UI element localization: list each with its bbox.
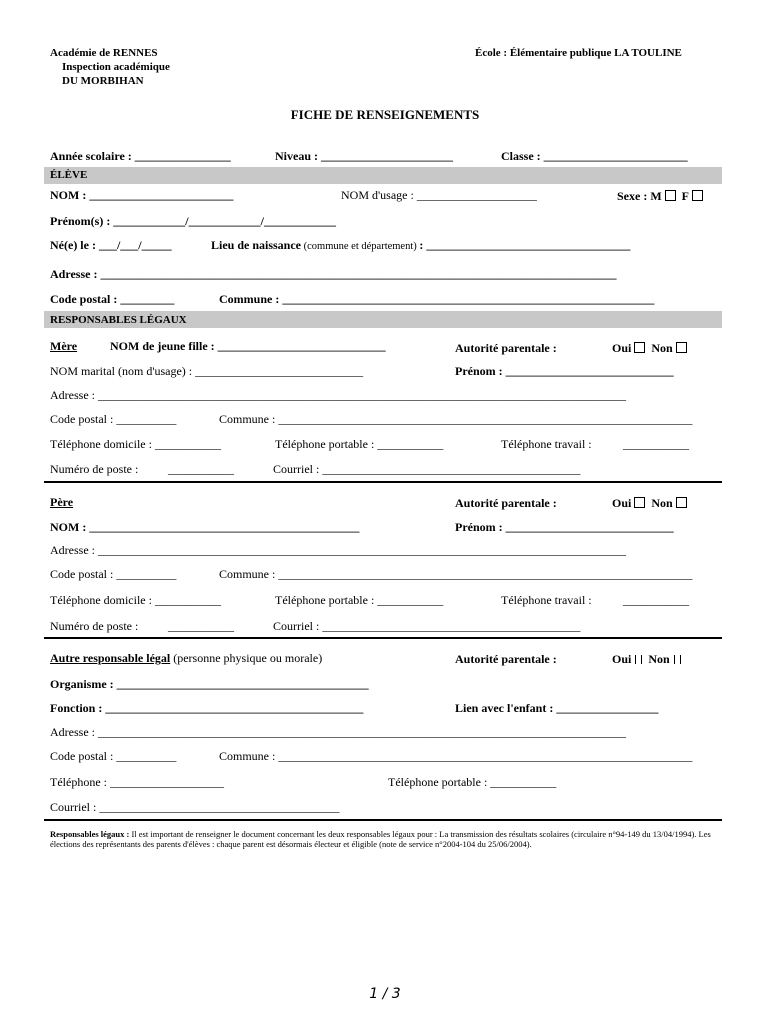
autre-non-label: Non: [648, 652, 670, 666]
pere-nom-field[interactable]: NOM : _____________________________________________: [50, 520, 360, 534]
divider: [44, 819, 722, 821]
divider: [44, 481, 722, 483]
pere-autorite-options: [612, 496, 687, 511]
pere-poste-field[interactable]: ___________: [168, 619, 234, 633]
lieu-naissance-field[interactable]: [211, 238, 630, 253]
mere-non-checkbox[interactable]: [676, 342, 687, 353]
pere-autorite-label: Autorité parentale :: [455, 496, 557, 510]
fonction-field[interactable]: Fonction : ___________________________________________: [50, 701, 364, 715]
mere-autorite-label: Autorité parentale :: [455, 341, 557, 355]
pere-adresse-field[interactable]: Adresse : ________________________________________________________________________________________: [50, 543, 626, 557]
mere-nom-jeune-fille-field[interactable]: NOM de jeune fille : ____________________________: [110, 339, 386, 353]
mere-tel-travail-label: Téléphone travail :: [501, 437, 592, 451]
mere-poste-label: Numéro de poste :: [50, 462, 139, 476]
eleve-nom-field[interactable]: NOM : ________________________: [50, 188, 234, 202]
mere-poste-field[interactable]: ___________: [168, 462, 234, 476]
autre-telephone-field[interactable]: Téléphone : ___________________: [50, 775, 224, 789]
autre-responsable-label: Autre responsable légal: [50, 651, 171, 665]
mere-adresse-field[interactable]: Adresse : ________________________________________________________________________________________: [50, 388, 626, 402]
inspection-label: Inspection académique: [62, 61, 170, 73]
pere-courriel-field[interactable]: Courriel : ___________________________________________: [273, 619, 581, 633]
classe-field[interactable]: Classe : ________________________: [501, 149, 688, 163]
page-number: 1 / 3: [369, 986, 401, 1002]
pere-tel-domicile-field[interactable]: Téléphone domicile : ___________: [50, 593, 221, 607]
pere-poste-label: Numéro de poste :: [50, 619, 139, 633]
pere-tel-travail-label: Téléphone travail :: [501, 593, 592, 607]
sexe-label: Sexe : M: [617, 189, 662, 203]
mere-oui-checkbox[interactable]: [634, 342, 645, 353]
autre-oui-checkbox[interactable]: [635, 655, 636, 664]
pere-label: Père: [50, 495, 74, 509]
autre-commune-field[interactable]: Commune : _____________________________________________________________________: [219, 749, 693, 763]
pere-non-label: Non: [651, 496, 673, 510]
mere-nom-marital-field[interactable]: NOM marital (nom d'usage) : ____________________________: [50, 364, 364, 378]
eleve-commune-field[interactable]: Commune : ______________________________________________________________: [219, 292, 655, 306]
mere-non-label: Non: [651, 341, 673, 355]
sexe-field: [617, 189, 703, 204]
pere-tel-portable-field[interactable]: Téléphone portable : ___________: [275, 593, 444, 607]
responsables-section-title: RESPONSABLES LÉGAUX: [50, 314, 187, 326]
autre-autorite-label: Autorité parentale :: [455, 652, 557, 666]
autre-responsable-heading: [50, 651, 322, 666]
autre-autorite-options: [612, 652, 681, 667]
autre-responsable-hint: (personne physique ou morale): [170, 651, 323, 665]
note-text: Il est important de renseigner le document concernant les deux responsables légaux pour : La transmission des résultats scolaires (circulaire n°94-149 du 13/04/1994). Les élections des représentants des parents d'élèves : chaque parent est désormais électeur et éligible (note de service n°2004-104 du 25/06/2004).: [50, 829, 711, 849]
pere-oui-checkbox[interactable]: [634, 497, 645, 508]
lieu-naissance-hint: (commune et département): [301, 241, 420, 252]
mere-code-postal-field[interactable]: Code postal : __________: [50, 412, 177, 426]
autre-tel-portable-field[interactable]: Téléphone portable : ___________: [388, 775, 557, 789]
autre-code-postal-field[interactable]: Code postal : __________: [50, 749, 177, 763]
lien-enfant-field[interactable]: Lien avec l'enfant : _________________: [455, 701, 659, 715]
prenoms-field[interactable]: Prénom(s) : ____________/____________/____________: [50, 214, 336, 228]
sexe-m-checkbox[interactable]: [665, 190, 676, 201]
eleve-nom-usage-field[interactable]: NOM d'usage : ____________________: [341, 188, 537, 202]
date-naissance-field[interactable]: Né(e) le : ___/___/_____: [50, 238, 172, 252]
annee-scolaire-field[interactable]: Année scolaire : ________________: [50, 149, 231, 163]
note-bold: Responsables légaux :: [50, 829, 130, 839]
pere-tel-travail-field[interactable]: ___________: [623, 593, 689, 607]
departement-label: DU MORBIHAN: [62, 75, 144, 87]
mere-tel-portable-field[interactable]: Téléphone portable : ___________: [275, 437, 444, 451]
eleve-section-title: ÉLÈVE: [50, 169, 88, 181]
eleve-adresse-field[interactable]: Adresse : ______________________________________________________________________________________: [50, 267, 617, 281]
mere-oui-label: Oui: [612, 341, 632, 355]
mere-label: Mère: [50, 339, 78, 353]
autre-oui-label: Oui: [612, 652, 632, 666]
divider: [44, 637, 722, 639]
eleve-section-bar: [44, 167, 722, 184]
pere-code-postal-field[interactable]: Code postal : __________: [50, 567, 177, 581]
mere-tel-domicile-field[interactable]: Téléphone domicile : ___________: [50, 437, 221, 451]
ecole-label: École : Élémentaire publique LA TOULINE: [475, 47, 682, 59]
mere-courriel-field[interactable]: Courriel : ___________________________________________: [273, 462, 581, 476]
pere-non-checkbox[interactable]: [676, 497, 687, 508]
organisme-field[interactable]: Organisme : __________________________________________: [50, 677, 369, 691]
pere-commune-field[interactable]: Commune : _____________________________________________________________________: [219, 567, 693, 581]
lieu-naissance-label: Lieu de naissance: [211, 238, 302, 252]
sexe-f-checkbox[interactable]: [692, 190, 703, 201]
sexe-f-label: F: [681, 189, 689, 203]
autre-courriel-field[interactable]: Courriel : ________________________________________: [50, 800, 340, 814]
mere-autorite-options: [612, 341, 687, 356]
mere-commune-field[interactable]: Commune : _____________________________________________________________________: [219, 412, 693, 426]
autre-adresse-field[interactable]: Adresse : ________________________________________________________________________________________: [50, 725, 626, 739]
academie-label: Académie de RENNES: [50, 47, 158, 59]
pere-oui-label: Oui: [612, 496, 632, 510]
lieu-naissance-line: : __________________________________: [419, 238, 631, 252]
autre-non-checkbox[interactable]: [674, 655, 675, 664]
responsables-note: [50, 829, 720, 849]
niveau-field[interactable]: Niveau : ______________________: [275, 149, 453, 163]
mere-tel-travail-field[interactable]: ___________: [623, 437, 689, 451]
page-title: FICHE DE RENSEIGNEMENTS: [290, 107, 480, 122]
eleve-code-postal-field[interactable]: Code postal : _________: [50, 292, 175, 306]
mere-prenom-field[interactable]: Prénom : ____________________________: [455, 364, 674, 378]
pere-prenom-field[interactable]: Prénom : ____________________________: [455, 520, 674, 534]
